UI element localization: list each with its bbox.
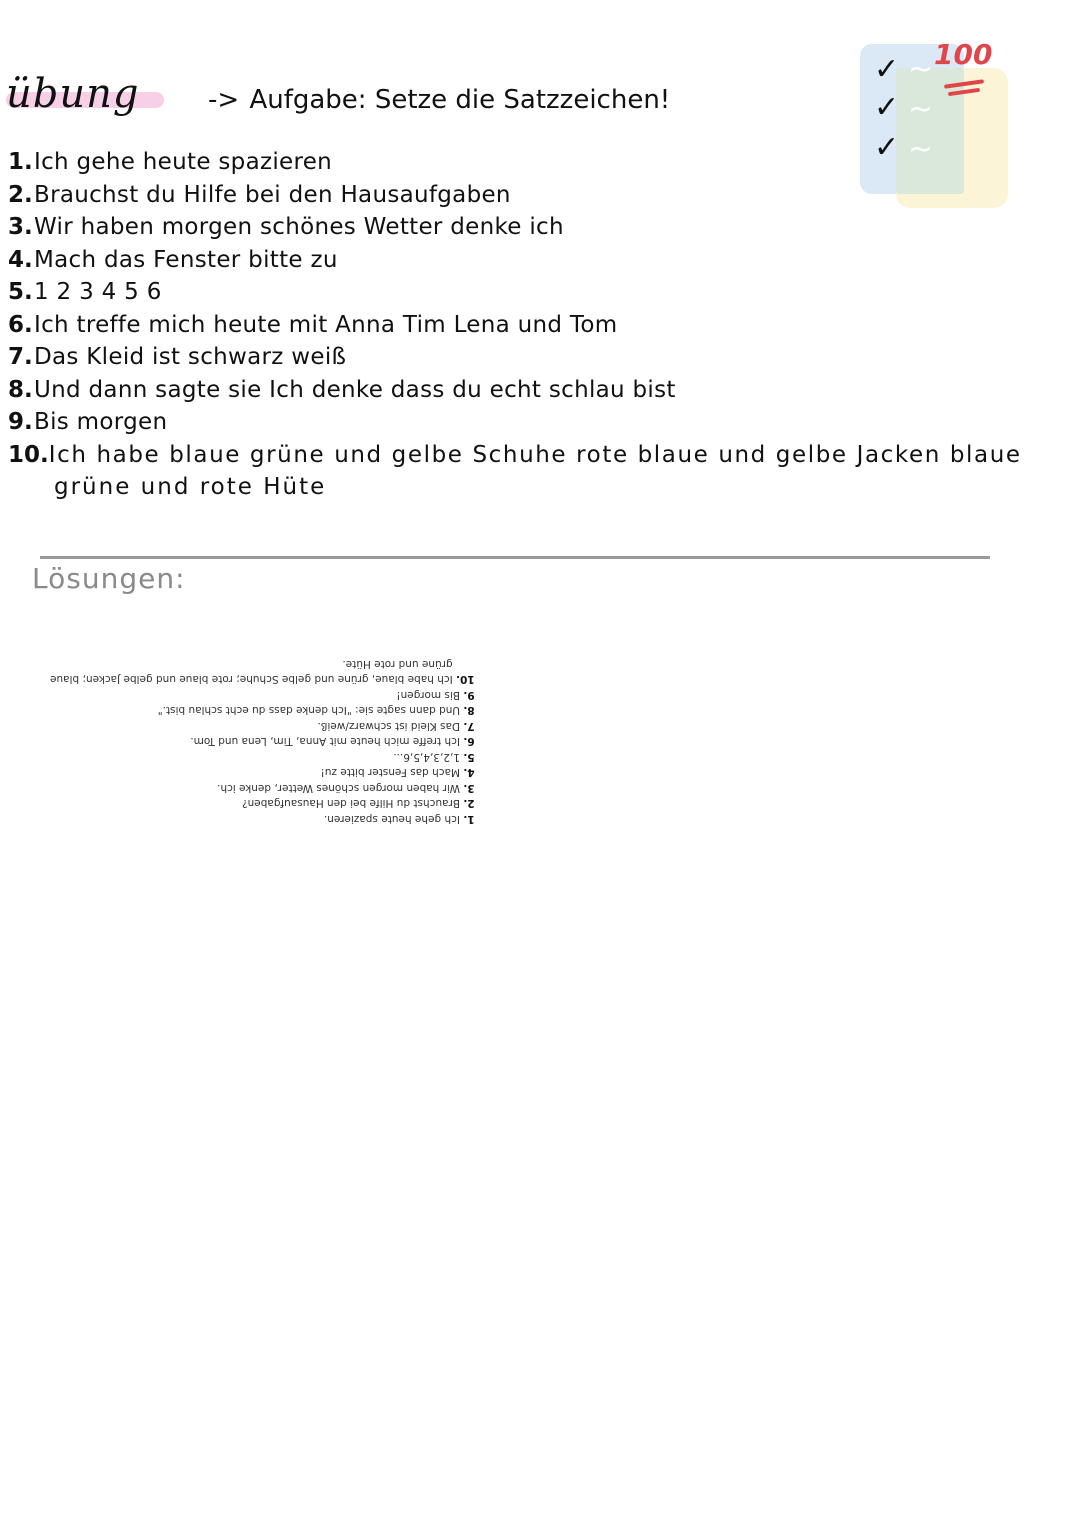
page-title: übung — [6, 71, 140, 117]
solution-item: 3. Wir haben morgen schönes Wetter, denke ich. — [217, 782, 475, 794]
exercise-text: Brauchst du Hilfe bei den Hausaufgaben — [34, 181, 511, 208]
task-text: Aufgabe: Setze die Satzzeichen! — [249, 85, 671, 115]
solutions-block — [40, 640, 600, 830]
solution-item: 6. Ich treffe mich heute mit Anna, Tim, Lena und Tom. — [190, 735, 475, 748]
solution-item: 9. Bis morgen! — [396, 689, 475, 701]
solution-item: 8. Und dann sagte sie: "Ich denke dass du echt schlau bist." — [157, 704, 475, 717]
exercise-continuation: grüne und rote Hüte — [54, 474, 327, 500]
squiggle-icon: ~ — [908, 52, 934, 87]
check-icon: ✓ — [874, 90, 900, 125]
solution-item: 1. Ich gehe heute spazieren. — [323, 813, 475, 825]
check-icon: ✓ — [874, 52, 900, 87]
solution-item: 2. Brauchst du Hilfe bei den Hausaufgaben? — [241, 797, 475, 810]
divider — [40, 556, 990, 559]
task-instruction — [208, 80, 670, 120]
exercise-text: Das Kleid ist schwarz weiß — [34, 344, 347, 370]
solution-item: 7. Das Kleid ist schwarz/weiß. — [317, 720, 475, 732]
check-icon: ✓ — [874, 130, 900, 165]
exercise-text: Ich gehe heute spazieren — [34, 149, 333, 175]
exercise-number: 10. — [8, 441, 49, 468]
squiggle-icon: ~ — [908, 132, 934, 167]
hundred-badge: 100 — [934, 38, 993, 71]
exercise-number: 8. — [8, 376, 33, 403]
exercise-text: Ich habe blaue grüne und gelbe Schuhe rote blaue und gelbe Jacken blaue — [48, 441, 1022, 468]
solution-item: 10. Ich habe blaue, grüne und gelbe Schuhe; rote blaue und gelbe Jacken; blaue — [50, 673, 475, 686]
exercise-text: Mach das Fenster bitte zu — [34, 246, 338, 273]
exercise-item — [8, 276, 1070, 309]
exercise-item — [8, 439, 1070, 472]
title-block — [6, 70, 140, 118]
exercise-item — [8, 244, 1070, 277]
solutions-heading: Lösungen: — [32, 562, 186, 595]
exercise-number: 2. — [8, 181, 33, 208]
exercise-number: 7. — [8, 344, 33, 370]
exercise-item — [8, 374, 1070, 407]
solution-item: 5. 1,2,3,4,5,6... — [393, 751, 475, 763]
exercise-number: 9. — [8, 409, 33, 435]
checklist-sticker — [856, 38, 1016, 213]
exercise-text: 1 2 3 4 5 6 — [34, 279, 162, 305]
exercise-number: 3. — [8, 214, 33, 240]
exercise-item — [8, 309, 1070, 342]
exercise-text: Ich treffe mich heute mit Anna Tim Lena und Tom — [34, 311, 618, 338]
exercise-text: Und dann sagte sie Ich denke dass du echt schlau bist — [34, 376, 676, 403]
exercise-number: 4. — [8, 246, 33, 273]
exercise-item — [8, 211, 1070, 244]
arrow-icon: -> — [208, 85, 240, 115]
exercise-item — [8, 341, 1070, 374]
exercise-text: Wir haben morgen schönes Wetter denke ich — [34, 214, 564, 240]
solution-continuation: grüne und rote Hüte. — [342, 658, 453, 670]
squiggle-icon: ~ — [908, 92, 934, 127]
exercise-item — [8, 406, 1070, 439]
solution-item: 4. Mach das Fenster bitte zu! — [320, 766, 475, 779]
exercise-number: 1. — [8, 149, 33, 175]
exercise-number: 6. — [8, 311, 33, 338]
exercise-text: Bis morgen — [34, 409, 168, 435]
exercise-number: 5. — [8, 279, 33, 305]
